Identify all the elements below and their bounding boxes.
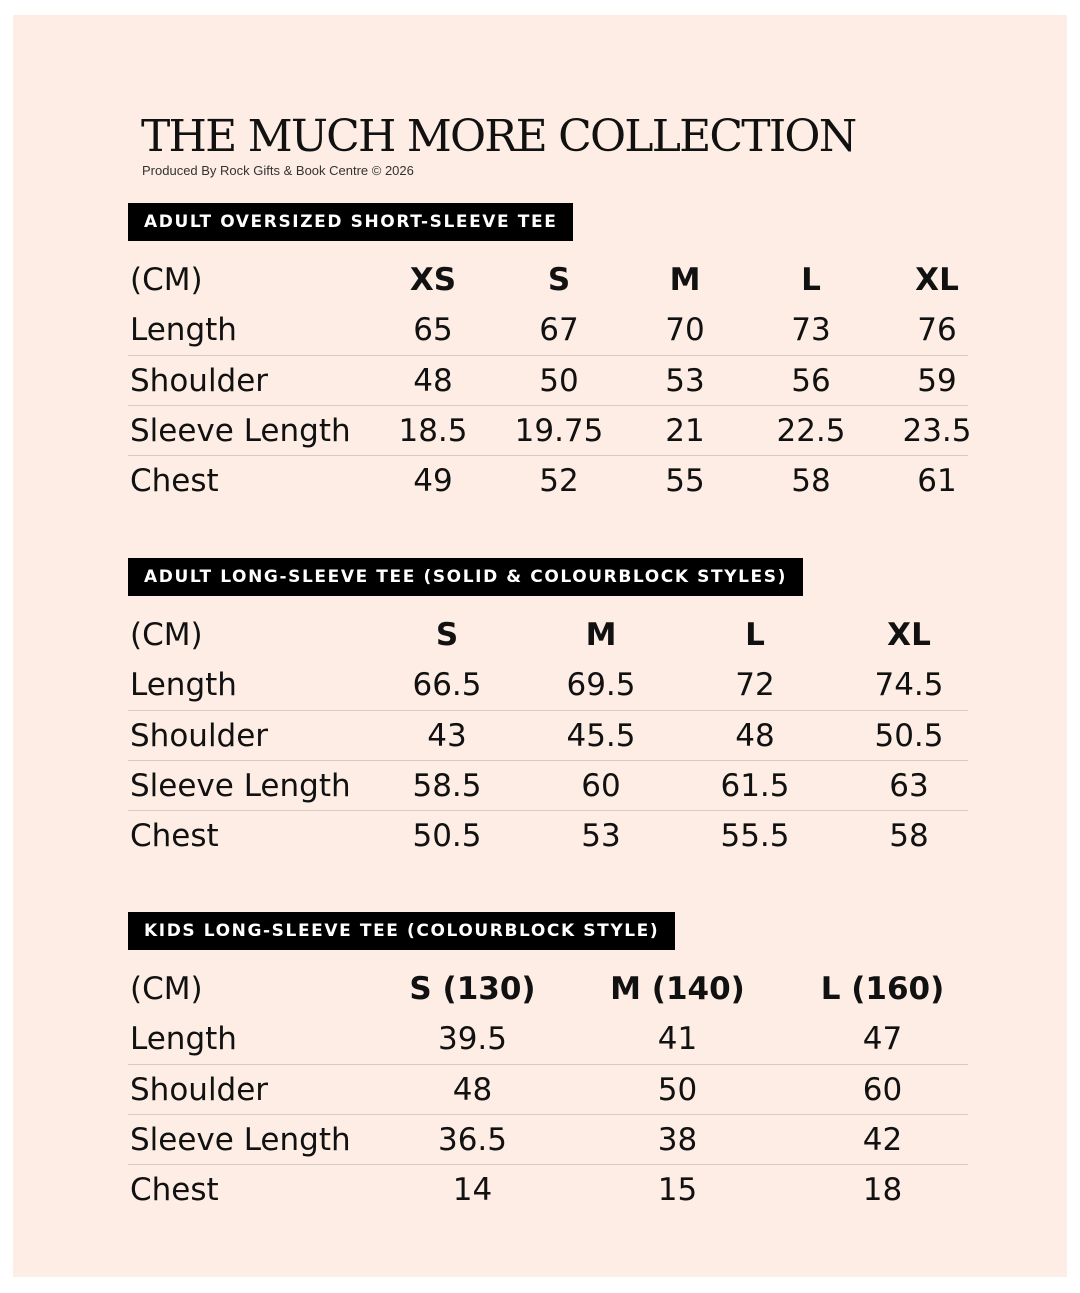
measurement-value: 60 [862,1071,903,1108]
measurement-value: 69.5 [566,667,636,703]
measurement-label: Chest [130,1171,219,1208]
measurement-value: 19.75 [514,412,604,449]
table-row [128,305,968,355]
table-row [128,810,968,860]
measurement-label: Chest [130,462,219,499]
section-heading: ADULT OVERSIZED SHORT-SLEEVE TEE [128,203,573,241]
measurement-label: Shoulder [130,362,269,399]
measurement-value: 50 [657,1071,698,1108]
size-header: S [547,262,571,298]
table-header-row [128,964,968,1014]
measurement-value: 58 [889,817,929,854]
size-table [128,964,968,1214]
measurement-value: 50.5 [412,817,482,854]
measurement-value: 55 [665,462,705,499]
measurement-value: 47 [862,1021,903,1057]
measurement-value: 39.5 [437,1021,508,1057]
measurement-value: 22.5 [776,412,846,449]
measurement-value: 52 [539,462,579,499]
measurement-value: 18 [862,1171,903,1208]
table-row [128,710,968,760]
unit-label: (CM) [130,971,203,1007]
size-header: L [801,262,821,298]
size-table [128,610,968,860]
table-row [128,1114,968,1164]
section-adult-oversized-tee [128,203,972,505]
measurement-value: 60 [581,767,621,804]
table-row [128,660,968,710]
measurement-value: 15 [657,1171,698,1208]
table-row [128,1164,968,1214]
measurement-value: 38 [657,1121,698,1158]
measurement-label: Sleeve Length [130,1121,351,1158]
page-title: THE MUCH MORE COLLECTION [141,111,856,162]
measurement-value: 48 [452,1071,493,1108]
size-header: L (160) [820,971,945,1007]
measurement-value: 73 [791,312,831,348]
measurement-value: 36.5 [437,1121,508,1158]
section-heading: ADULT LONG-SLEEVE TEE (SOLID & COLOURBLOCK STYLES) [128,558,803,596]
page-subtitle: Produced By Rock Gifts & Book Centre © 2026 [142,163,414,178]
measurement-value: 58 [791,462,831,499]
table-header-row [128,610,968,660]
measurement-value: 74.5 [874,667,944,703]
size-header: S (130) [409,971,536,1007]
measurement-label: Length [130,312,237,348]
measurement-value: 59 [917,362,957,399]
measurement-label: Sleeve Length [130,412,351,449]
measurement-value: 42 [862,1121,903,1158]
table-header-row [128,255,968,305]
measurement-value: 53 [581,817,621,854]
measurement-value: 65 [413,312,453,348]
measurement-value: 63 [889,767,929,804]
measurement-value: 58.5 [412,767,482,804]
measurement-value: 43 [427,717,467,754]
size-header: XL [915,262,959,298]
table-row [128,1064,968,1114]
size-header: L [745,617,765,653]
unit-label: (CM) [130,617,203,653]
measurement-value: 72 [735,667,775,703]
measurement-value: 76 [917,312,957,348]
section-kids-long-sleeve-tee [128,912,968,1214]
unit-label: (CM) [130,262,203,298]
measurement-value: 56 [791,362,831,399]
measurement-label: Sleeve Length [130,767,351,804]
measurement-value: 18.5 [398,412,468,449]
measurement-label: Shoulder [130,717,269,754]
measurement-value: 48 [735,717,775,754]
measurement-value: 55.5 [720,817,790,854]
table-row [128,1014,968,1064]
measurement-value: 61.5 [720,767,790,804]
measurement-value: 50.5 [874,717,944,754]
measurement-value: 50 [539,362,579,399]
measurement-value: 70 [665,312,705,348]
measurement-value: 21 [665,412,705,449]
section-adult-long-sleeve-tee [128,558,968,860]
measurement-value: 49 [413,462,453,499]
size-header: M (140) [610,971,745,1007]
table-row [128,355,968,405]
measurement-label: Shoulder [130,1071,269,1108]
table-row [128,405,972,455]
measurement-value: 23.5 [902,412,972,449]
table-row [128,760,968,810]
size-header: M [669,262,701,298]
section-heading: KIDS LONG-SLEEVE TEE (COLOURBLOCK STYLE) [128,912,675,950]
measurement-value: 53 [665,362,705,399]
size-header: M [585,617,617,653]
measurement-value: 14 [452,1171,493,1208]
measurement-value: 67 [539,312,579,348]
measurement-value: 45.5 [566,717,636,754]
measurement-label: Length [130,1021,237,1057]
measurement-value: 41 [657,1021,698,1057]
measurement-value: 61 [917,462,957,499]
measurement-label: Chest [130,817,219,854]
size-header: XS [409,262,457,298]
measurement-label: Length [130,667,237,703]
table-row [128,455,968,505]
size-header: XL [887,617,931,653]
size-table [128,255,972,505]
size-header: S [435,617,459,653]
measurement-value: 48 [413,362,453,399]
measurement-value: 66.5 [412,667,482,703]
